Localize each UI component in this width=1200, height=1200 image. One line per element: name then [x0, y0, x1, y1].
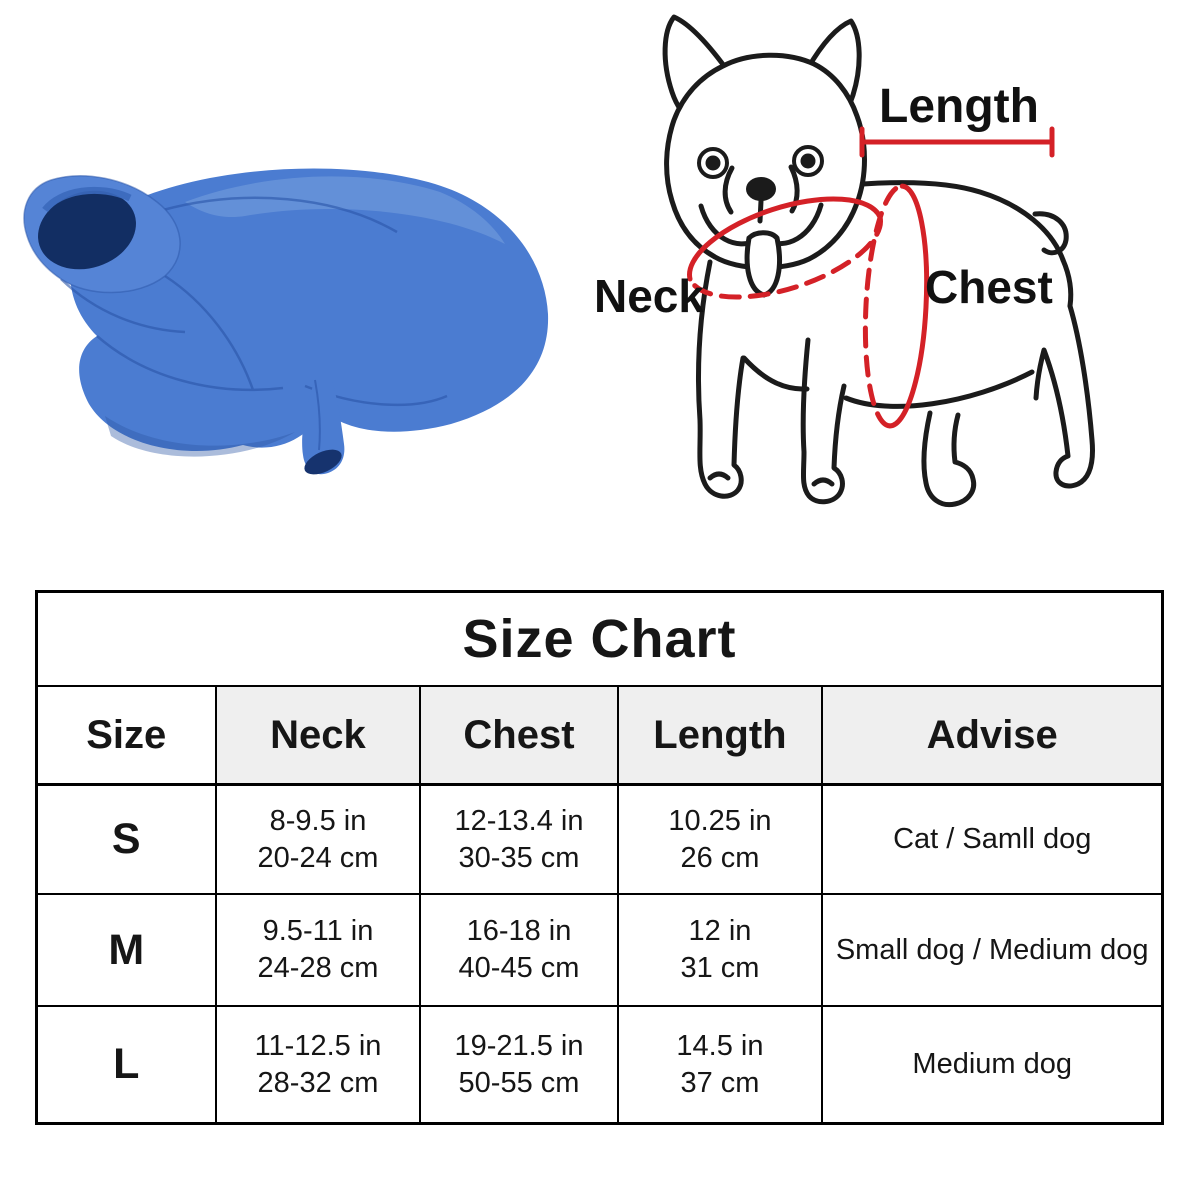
- dog-rear-near-leg: [1036, 306, 1092, 486]
- chest-inches: 12-13.4 in: [454, 804, 584, 837]
- column-header-chest: Chest: [420, 686, 617, 785]
- header-row: [37, 686, 1163, 785]
- dog-nose: [746, 177, 776, 201]
- neck-label: Neck: [594, 270, 704, 322]
- length-cm: 31 cm: [680, 952, 760, 984]
- dog-front-far-leg: [803, 340, 844, 502]
- size-s-length: [618, 785, 823, 895]
- size-m-label: M: [37, 894, 216, 1006]
- column-header-advise: Advise: [822, 686, 1162, 785]
- size-l-advise: Medium dog: [822, 1006, 1162, 1124]
- size-chart-table: [35, 590, 1164, 1125]
- chest-cm: 30-35 cm: [458, 841, 580, 874]
- size-l-length: [618, 1006, 823, 1124]
- chest-cm: 40-45 cm: [458, 952, 580, 984]
- length-cm: 26 cm: [680, 841, 760, 874]
- column-header-length: Length: [618, 686, 823, 785]
- neck-inches: 8-9.5 in: [269, 804, 367, 837]
- size-chart-section: [35, 590, 1164, 1125]
- column-header-neck: Neck: [216, 686, 421, 785]
- chest-cm: 50-55 cm: [458, 1066, 580, 1099]
- size-row-l: [37, 1006, 1163, 1124]
- size-l-chest: [420, 1006, 617, 1124]
- size-m-chest: [420, 894, 617, 1006]
- size-s-neck: [216, 785, 421, 895]
- neck-inches: 9.5-11 in: [262, 915, 374, 947]
- length-inches: 14.5 in: [676, 1029, 764, 1062]
- size-chart-title: Size Chart: [37, 592, 1163, 687]
- size-m-neck: [216, 894, 421, 1006]
- dog-brisket: [744, 358, 807, 389]
- chest-measure-ellipse-dashed: [860, 185, 903, 426]
- dog-rear-far-leg: [924, 413, 974, 505]
- dog-measurement-diagram: [580, 0, 1180, 530]
- size-m-length: [618, 894, 823, 1006]
- length-inches: 10.25 in: [668, 804, 772, 837]
- column-header-size: Size: [37, 686, 216, 785]
- size-l-neck: [216, 1006, 421, 1124]
- length-cm: 37 cm: [680, 1066, 760, 1099]
- neck-cm: 24-28 cm: [257, 952, 379, 984]
- neck-cm: 20-24 cm: [257, 841, 379, 874]
- size-row-m: [37, 894, 1163, 1006]
- size-s-advise: Cat / Samll dog: [822, 785, 1162, 895]
- size-l-label: L: [37, 1006, 216, 1124]
- neck-cm: 28-32 cm: [257, 1066, 379, 1099]
- size-m-advise: Small dog / Medium dog: [822, 894, 1162, 1006]
- dog-tongue: [747, 233, 779, 295]
- size-s-chest: [420, 785, 617, 895]
- length-label: Length: [879, 80, 1039, 133]
- length-inches: 12 in: [688, 915, 752, 947]
- size-s-label: S: [37, 785, 216, 895]
- neck-inches: 11-12.5 in: [254, 1029, 382, 1062]
- product-photo-dog-sweater: [15, 140, 560, 480]
- chest-inches: 16-18 in: [466, 915, 572, 947]
- chest-inches: 19-21.5 in: [454, 1029, 584, 1062]
- chest-label: Chest: [925, 261, 1053, 313]
- dog-tail: [1035, 214, 1066, 253]
- size-row-s: [37, 785, 1163, 895]
